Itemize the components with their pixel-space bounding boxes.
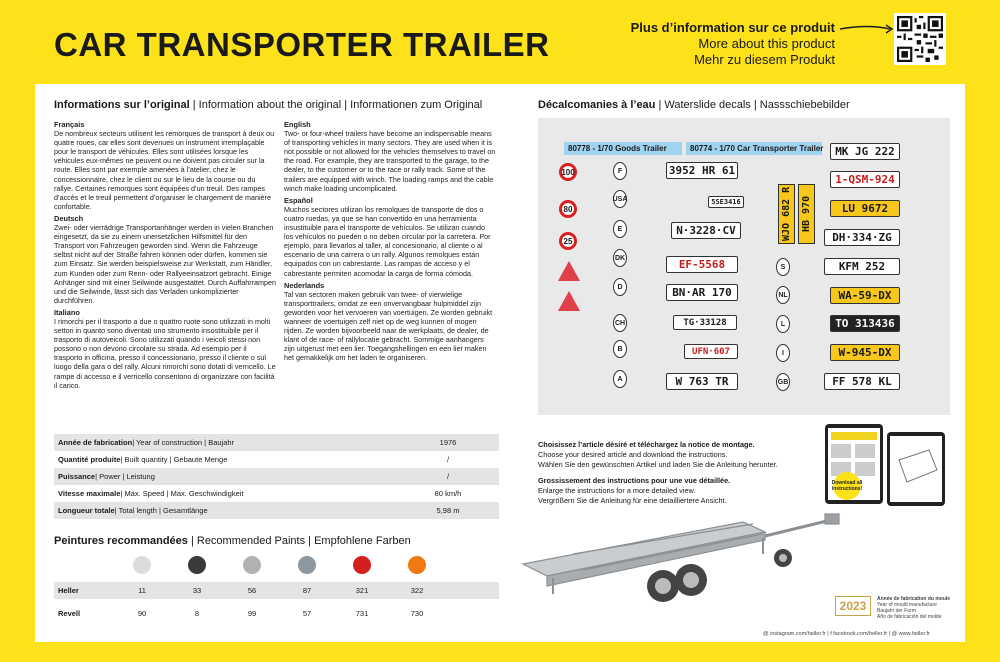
enlarge-en: Enlarge the instructions for a more detailed view. <box>538 486 696 495</box>
svg-text:instructions!: instructions! <box>831 486 863 492</box>
revell-code: 730 <box>410 609 424 618</box>
choose-en: Choose your desired article and download the instructions. <box>538 450 728 459</box>
country-badge: E <box>613 220 627 238</box>
spec-row: Vitesse maximale | Max. Speed | Max. Geschwindigkeit 80 km/h <box>58 489 462 498</box>
license-plate: TO 313436 <box>830 315 900 332</box>
choose-fr: Choisissez l’article désiré et téléchargez la notice de montage. <box>538 440 755 449</box>
warning-triangle-icon <box>558 291 580 311</box>
country-badge: L <box>776 315 790 333</box>
license-plate: W-945-DX <box>830 344 900 361</box>
license-plate: N·3228·CV <box>671 222 741 239</box>
country-badge: DK <box>613 249 627 267</box>
info-column-right <box>284 120 496 365</box>
paint-swatch <box>133 556 151 574</box>
content-card <box>35 84 965 642</box>
info-text-it: I rimorchi per il trasporto a due o quattro ruote sono utilizzati in molti settori in quanto sono diventati uno strumento insostituibile per il trasporto di autoveicoli. Sono utilizzati quando i veicoli stessi non possono o non devono circolare su strada. Ad esempio per il trasporto in officina, presso il concessionario, presso il cliente o sul luogo della gara o del rally. Alcuni rimorchi sono dotati di verricello. Le rampe di accesso e il verricello consentono di organizzare con facilità il carico. <box>54 316 276 390</box>
paints-table <box>54 554 499 622</box>
warning-triangle-icon <box>558 261 580 281</box>
info-text-de: Zwei- oder vierrädrige Transportanhänger werden in vielen Branchen eingesetzt, da sie zu einem unersetzlichen Hilfsmittel für den Transport von Fahrzeugen geworden sind. Wenn die Fahrzeuge selbst nicht auf der Straße fahren können oder dürfen, kommen sie zum Einsatz. Sie werden beispielsweise zur Werkstatt, zum Händler, zum Kunden oder zum Renn- oder Rallyeeinsatzort gebracht. Einige Anhänger sind mit einer Seilwinde ausgestattet. Durch Auffahrrampen und die Seilwinde, lässt sich das Verladen unkomplizierter durchführen. <box>54 223 277 305</box>
spec-row: Puissance | Power | Leistung / <box>54 468 499 485</box>
lang-label-nl: Nederlands <box>284 280 325 290</box>
heller-code: 321 <box>355 586 369 595</box>
country-badge: A <box>613 370 627 388</box>
decal-sheet <box>538 118 950 415</box>
license-plate: EF-5568 <box>666 256 738 273</box>
country-badge: D <box>613 278 627 296</box>
page-title: CAR TRANSPORTER TRAILER <box>54 26 550 63</box>
info-text-es: Muchos sectores utilizan los remolques de transporte de dos o cuatro ruedas, ya que se han convertido en una herramienta insustituible para el transporte de vehículos. Se utilizan cuando los vehículos no pueden o no deben circular por la carretera. Por ejemplo, para llevarlos al taller, al concesionario, al cliente o al escenario de una carrera o un rally. Algunos remolques están equipados con un cabrestante. Las rampas de acceso y el cabrestante permiten acomodar la carga de forma cómoda. <box>284 204 491 278</box>
country-badge: CH <box>613 314 627 332</box>
download-badge: Download all <box>831 480 863 486</box>
social-links[interactable]: @ instagram.com/heller.fr | f facebook.com/heller.fr | @ www.heller.fr <box>763 631 930 637</box>
license-plate: LU 9672 <box>830 200 900 217</box>
license-plate: DH·334·ZG <box>824 229 900 246</box>
license-plate: TG·33128 <box>673 315 737 330</box>
country-badge: I <box>776 344 790 362</box>
paint-swatch <box>243 556 261 574</box>
spec-row: Année de fabrication | Year of construction | Baujahr 1976 <box>54 434 499 451</box>
paint-swatch <box>188 556 206 574</box>
more-info-de: Mehr zu diesem Produkt <box>694 52 835 67</box>
revell-code: 99 <box>247 609 257 618</box>
info-column-left <box>54 120 276 393</box>
vertical-plate: HB 970 <box>798 184 815 244</box>
decal-tag-car-transporter: 80774 - 1/70 Car Transporter Trailer <box>686 142 822 155</box>
enlarge-de: Vergrößern Sie die Anleitung für eine detailliertere Ansicht. <box>538 496 727 505</box>
license-plate: W 763 TR <box>666 373 738 390</box>
country-badge: F <box>613 162 627 180</box>
lang-label-it: Italiano <box>54 307 80 317</box>
revell-code: 57 <box>302 609 312 618</box>
choose-de: Wählen Sie den gewünschten Artikel und laden Sie die Anleitung herunter. <box>538 460 778 469</box>
license-plate: BN·AR 170 <box>666 284 738 301</box>
country-badge: B <box>613 340 627 358</box>
license-plate: MK JG 222 <box>830 143 900 160</box>
license-plate: FF 578 KL <box>824 373 900 390</box>
license-plate: 5SE3416 <box>708 196 744 208</box>
heller-code: 33 <box>192 586 202 595</box>
license-plate: WA-59-DX <box>830 287 900 304</box>
qr-code-icon[interactable] <box>894 13 946 65</box>
enlarge-fr: Grossissement des instructions pour une vue détaillée. <box>538 476 731 485</box>
more-info-fr: Plus d’information sur ce produit <box>630 20 835 35</box>
specs-table <box>54 434 499 519</box>
speed-sign: 100 <box>559 163 577 181</box>
info-text-fr: De nombreux secteurs utilisent les remorques de transport à deux ou quatre roues, car elles sont devenues un instrument irremplaçable pour le transport de véhicules. Elles sont utilisées lorsque les véhicules eux-mêmes ne peuvent ou ne doivent pas circuler sur la route. Elles sont par exemple amenées à l’atelier, chez le concessionnaire, chez le client ou sur le lieu de la course ou du rallye. Certaines remorques sont équipées d’un treuil. Des rampes d’accès et le treuil permettent d’organiser le chargement de manière confortable. <box>54 129 275 211</box>
heller-code: 11 <box>138 586 146 595</box>
lang-label-en: English <box>284 120 311 129</box>
info-heading: Informations sur l’original | Information about the original | Informationen zum Original <box>54 99 483 111</box>
heller-row: Heller 11 33 56 87 321 322 <box>54 582 499 599</box>
spec-row: Longueur totale | Total length | Gesamtlänge 5,98 m <box>54 502 499 519</box>
decals-heading: Décalcomanies à l’eau | Waterslide decals | Nassschiebebilder <box>538 99 850 111</box>
paint-swatch <box>298 556 316 574</box>
license-plate: 1-QSM-924 <box>830 171 900 188</box>
mould-year-text: Année de fabrication du moule Year of mould manufacture Baujahr der Form Año de fabricación del molde <box>877 596 951 620</box>
license-plate: KFM 252 <box>824 258 900 275</box>
lang-label-de: Deutsch <box>54 213 84 223</box>
license-plate: UFN·607 <box>684 344 738 359</box>
vertical-plate: WJO 682 R <box>778 184 795 244</box>
heller-code: 322 <box>410 586 424 595</box>
speed-sign: 80 <box>559 200 577 218</box>
lang-label-es: Español <box>284 195 313 205</box>
paint-swatches <box>54 554 499 576</box>
paint-swatch <box>408 556 426 574</box>
info-text-nl: Tal van sectoren maken gebruik van twee- of vierwielige transporttrailers, omdat ze een onvervangbaar hulpmiddel zijn geworden voor het vervoeren van voertuigen. Ze worden gebruikt wanneer de voertuigen zelf niet op de weg kunnen of mogen rijden. Ze worden bijvoorbeeld naar de werkplaats, de dealer, de klant of de race- of rallylocatie gebracht. Sommige aanhangers zijn uitgerust met een lier. Toegangshellingen en een lier maken het gemakkelijk om het laden te organiseren. <box>284 289 493 363</box>
revell-code: 8 <box>194 609 200 618</box>
speed-sign: 25 <box>559 232 577 250</box>
paints-heading: Peintures recommandées | Recommended Paints | Empfohlene Farben <box>54 535 411 547</box>
decal-tag-goods: 80778 - 1/70 Goods Trailer <box>564 142 682 155</box>
license-plate: 3952 HR 61 <box>666 162 738 179</box>
country-badge: S <box>776 258 790 276</box>
paint-swatch <box>353 556 371 574</box>
country-badge: GB <box>776 373 790 391</box>
country-badge: USA <box>613 190 627 208</box>
arrow-right-icon <box>838 22 898 36</box>
info-text-en: Two- or four-wheel trailers have become an indispensable means of transporting vehicles in many sectors. They are used when it is not possible or not allowed for the vehicles themselves to travel on the road. For example, they are transported to the garage, to the dealer, to the customer or to the race or rally track. Some of the trailers are equipped with winch. The loading ramps and the cable winch make loading uncomplicated. <box>284 129 496 193</box>
trailer-model-image <box>513 494 843 624</box>
spec-row: Quantité produite | Built quantity | Gebaute Menge / <box>58 455 450 464</box>
heller-code: 87 <box>302 586 312 595</box>
more-info-link[interactable] <box>631 20 835 68</box>
revell-code: 731 <box>355 609 369 618</box>
more-info-en: More about this product <box>698 36 835 51</box>
country-badge: NL <box>776 286 790 304</box>
mould-year-badge: 2023 <box>835 596 871 616</box>
revell-code: 90 <box>137 609 147 618</box>
lang-label-fr: Français <box>54 120 85 129</box>
heller-code: 56 <box>247 586 257 595</box>
revell-row: Revell 90 8 99 57 731 730 <box>54 605 499 622</box>
